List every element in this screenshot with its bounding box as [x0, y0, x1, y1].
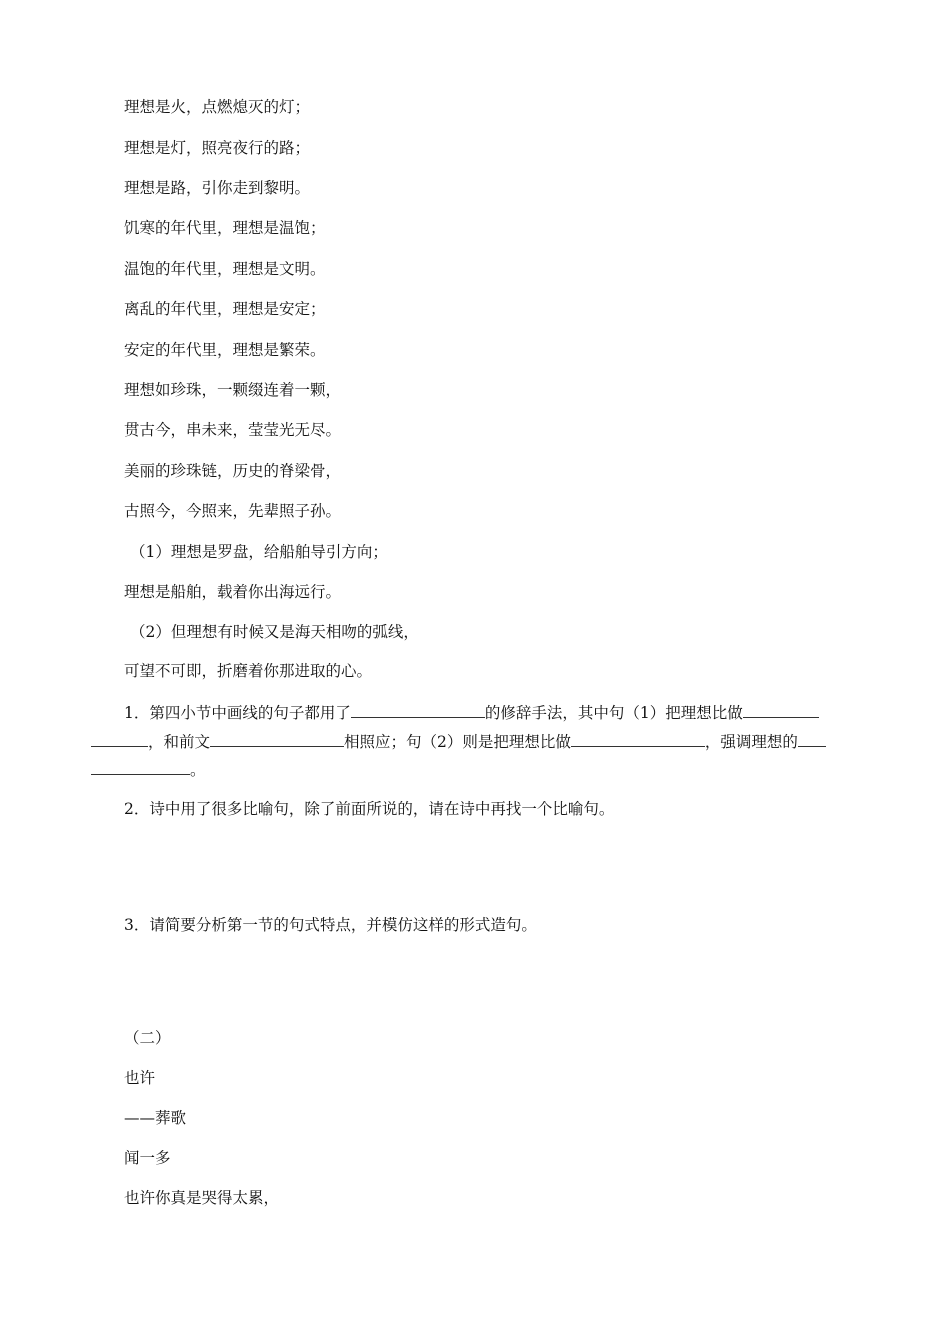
- poem-line: 古照今，今照来，先辈照子孙。: [124, 502, 342, 520]
- question-3: 3．请简要分析第一节的句式特点，并模仿这样的形式造句。: [124, 916, 537, 934]
- question-2: 2．诗中用了很多比喻句，除了前面所说的，请在诗中再找一个比喻句。: [124, 800, 615, 818]
- answer-blank[interactable]: [571, 732, 705, 747]
- poem-line: 理想是灯，照亮夜行的路；: [124, 139, 311, 157]
- poem-line: 安定的年代里，理想是繁荣。: [124, 341, 326, 359]
- answer-blank[interactable]: [91, 760, 190, 775]
- poem-line: 离乱的年代里，理想是安定；: [124, 300, 326, 318]
- poem-line: 理想如珍珠，一颗缀连着一颗，: [124, 381, 342, 399]
- answer-blank[interactable]: [210, 732, 344, 747]
- answer-blank[interactable]: [351, 703, 485, 718]
- answer-blank[interactable]: [798, 732, 826, 747]
- poem-subtitle: ——葬歌: [124, 1109, 187, 1127]
- poem-line: 饥寒的年代里，理想是温饱；: [124, 219, 326, 237]
- poem-line: 美丽的珍珠链，历史的脊梁骨，: [124, 462, 342, 480]
- answer-blank[interactable]: [743, 703, 819, 718]
- poem-line: 贯古今，串未来，莹莹光无尽。: [124, 421, 342, 439]
- question-1-line-2: [91, 732, 826, 752]
- poem-line-underlined-1: （1）理想是罗盘，给船舶导引方向；: [130, 543, 388, 561]
- poem-line: 温饱的年代里，理想是文明。: [124, 260, 326, 278]
- question-1-text: 1．第四小节中画线的句子都用了: [124, 704, 351, 722]
- poem-title: 也许: [124, 1069, 156, 1087]
- question-1-text: 相照应；句（2）则是把理想比做: [344, 733, 571, 751]
- question-1-text: ，强调理想的: [704, 733, 798, 751]
- poem-line-underlined-2: （2）但理想有时候又是海天相吻的弧线，: [130, 623, 419, 641]
- section-heading: （二）: [124, 1029, 171, 1047]
- poem-line: 理想是路，引你走到黎明。: [124, 179, 311, 197]
- poem-line: 理想是火，点燃熄灭的灯；: [124, 98, 311, 116]
- poem-line: 也许你真是哭得太累，: [124, 1189, 280, 1207]
- question-1-text: ，和前文: [148, 733, 211, 751]
- poem-line: 理想是船舶，载着你出海远行。: [124, 583, 342, 601]
- question-1-text: 的修辞手法，其中句（1）把理想比做: [484, 704, 743, 722]
- poem-author: 闻一多: [124, 1149, 171, 1167]
- question-1-text: 。: [190, 761, 206, 779]
- question-1-line-1: [124, 703, 819, 723]
- poem-line: 可望不可即，折磨着你那进取的心。: [124, 662, 373, 680]
- answer-blank[interactable]: [91, 732, 148, 747]
- question-1-line-3: [91, 760, 206, 780]
